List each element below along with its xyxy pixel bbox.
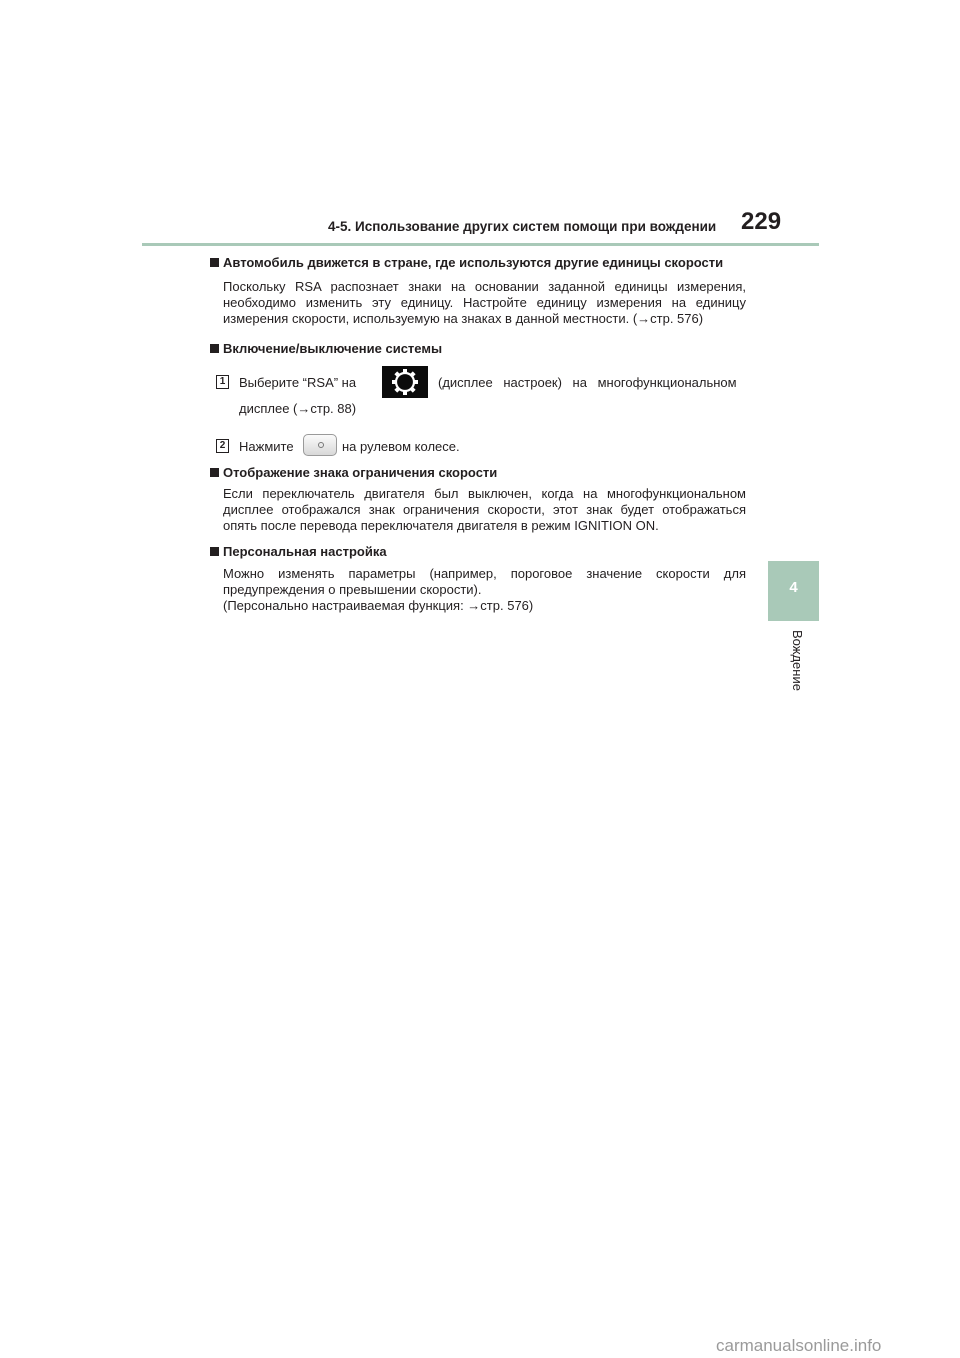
step-1 xyxy=(210,366,746,398)
section-personal-settings xyxy=(210,544,746,614)
section-heading-text: Отображение знака ограничения скорости xyxy=(223,465,498,480)
step-1-text-line2: дисплее (→стр. 88) xyxy=(239,401,357,416)
step-1-text-after-value: (дисплее настроек) на многофункциональном xyxy=(438,375,737,390)
section-heading xyxy=(210,255,746,270)
chapter-label: Вождение xyxy=(790,630,805,691)
section-text: Поскольку RSA распознает знаки на основании заданной единицы измерения, необходимо изменить эту единицу. Настройте единицу измерения на единицу измерения скорости, используемую на знаках в данной местности. (→стр. 576) xyxy=(223,279,746,326)
square-bullet-icon xyxy=(210,258,219,267)
section-heading xyxy=(210,544,746,559)
square-bullet-icon xyxy=(210,344,219,353)
section-text: Можно изменять параметры (например, пороговое значение скорости для предупреждения о превышении скорости). xyxy=(223,566,746,597)
section-heading xyxy=(210,465,746,480)
step-number-badge: 2 xyxy=(216,439,229,453)
switch-dot xyxy=(318,442,324,448)
section-heading-text: Персональная настройка xyxy=(223,544,387,559)
page-number: 229 xyxy=(741,208,782,235)
footer-watermark: carmanualsonline.info xyxy=(716,1336,882,1355)
settings-display-icon xyxy=(382,366,428,398)
square-bullet-icon xyxy=(210,468,219,477)
section-units xyxy=(210,255,746,327)
section-on-off xyxy=(210,341,746,461)
step-1-text-before: Выберите “RSA” на xyxy=(239,375,357,390)
section-text: Если переключатель двигателя был выключен, когда на многофункциональном дисплее отображался знак ограничения скорости, этот знак будет отображаться опять после перевода переключателя двигателя в режим IGNITION ON. xyxy=(223,486,746,533)
gear-icon xyxy=(389,367,421,397)
square-bullet-icon xyxy=(210,547,219,556)
section-heading-text: Автомобиль движется в стране, где используются другие единицы скорости xyxy=(223,255,724,270)
section-heading-text: Включение/выключение системы xyxy=(223,341,443,356)
header-rule xyxy=(142,243,819,246)
step-2-text-before: Нажмите xyxy=(239,439,294,454)
section-sign-display xyxy=(210,465,746,534)
step-2-text-after: на рулевом колесе. xyxy=(342,439,460,454)
header-section-title: 4-5. Использование других систем помощи при вождении xyxy=(328,219,717,234)
steering-switch-icon xyxy=(303,434,337,456)
step-2 xyxy=(210,433,746,461)
step-1-text-after xyxy=(438,375,744,390)
chapter-tab xyxy=(768,561,819,621)
page-content xyxy=(210,255,746,614)
chapter-number: 4 xyxy=(789,579,798,596)
step-number-badge: 1 xyxy=(216,375,229,389)
section-heading xyxy=(210,341,746,356)
section-text-2: (Персонально настраиваемая функция: →стр. 576) xyxy=(223,598,534,613)
